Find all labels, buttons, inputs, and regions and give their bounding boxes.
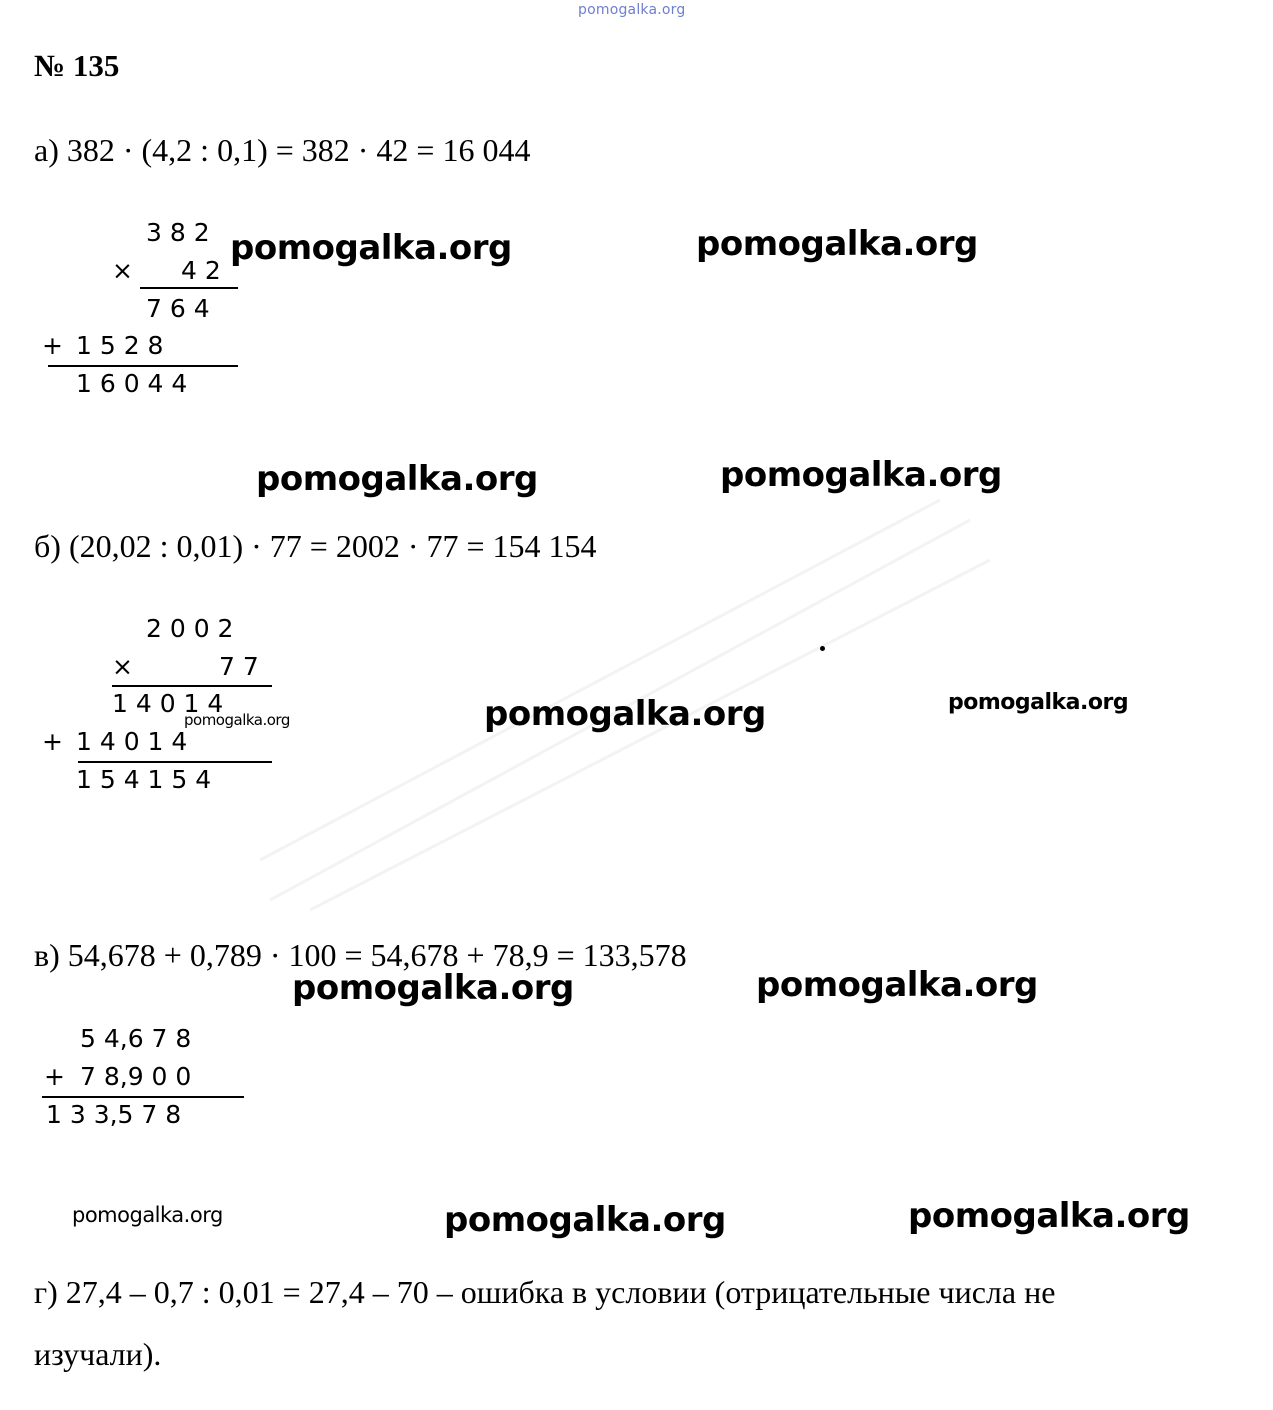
column-a-row5: 1 6 0 4 4 [76, 369, 188, 398]
watermark: pomogalka.org [292, 968, 574, 1008]
column-c-line [42, 1096, 244, 1098]
multiply-sign: × [112, 652, 133, 681]
watermark: pomogalka.org [184, 711, 290, 729]
watermark: pomogalka.org [230, 228, 512, 268]
watermark: pomogalka.org [696, 224, 978, 264]
watermark: pomogalka.org [72, 1203, 223, 1227]
column-b-row5: 1 5 4 1 5 4 [76, 765, 212, 794]
column-a-line2 [48, 365, 238, 367]
column-b-row3: 1 4 0 1 4 [112, 689, 224, 718]
column-b-line1 [112, 685, 272, 687]
watermark: pomogalka.org [948, 690, 1129, 715]
watermark: pomogalka.org [756, 965, 1038, 1005]
watermark: pomogalka.org [484, 694, 766, 734]
column-a-row4: 1 5 2 8 [76, 331, 164, 360]
equation-a: а) 382 · (4,2 : 0,1) = 382 · 42 = 16 044 [34, 132, 531, 168]
equation-d-line2: изучали). [34, 1336, 162, 1372]
column-b-row2: 7 7 [219, 652, 259, 681]
column-a-line1 [140, 287, 238, 289]
column-a-row2: 4 2 [181, 256, 221, 285]
column-b-line2 [78, 761, 272, 763]
column-c-row3: 1 3 3,5 7 8 [46, 1100, 182, 1129]
equation-c: в) 54,678 + 0,789 · 100 = 54,678 + 78,9 = 133,578 [34, 937, 687, 973]
column-a-row1: 3 8 2 [146, 218, 210, 247]
multiply-sign: × [112, 256, 133, 285]
plus-sign: + [44, 1062, 65, 1091]
problem-number: № 135 [34, 48, 120, 83]
plus-sign: + [42, 331, 63, 360]
column-b-row1: 2 0 0 2 [146, 614, 234, 643]
column-c-row1: 5 4,6 7 8 [80, 1024, 192, 1053]
dot-mark [820, 646, 825, 651]
column-b-row4: 1 4 0 1 4 [76, 727, 188, 756]
equation-b: б) (20,02 : 0,01) · 77 = 2002 · 77 = 154 154 [34, 528, 597, 564]
watermark: pomogalka.org [444, 1200, 726, 1240]
watermark: pomogalka.org [720, 455, 1002, 495]
equation-d-line1: г) 27,4 – 0,7 : 0,01 = 27,4 – 70 – ошибка в условии (отрицательные числа не [34, 1274, 1056, 1310]
plus-sign: + [42, 727, 63, 756]
top-watermark[interactable]: pomogalka.org [578, 2, 686, 18]
watermark: pomogalka.org [256, 459, 538, 499]
watermark: pomogalka.org [908, 1196, 1190, 1236]
column-c-row2: 7 8,9 0 0 [80, 1062, 192, 1091]
column-a-row3: 7 6 4 [146, 294, 210, 323]
